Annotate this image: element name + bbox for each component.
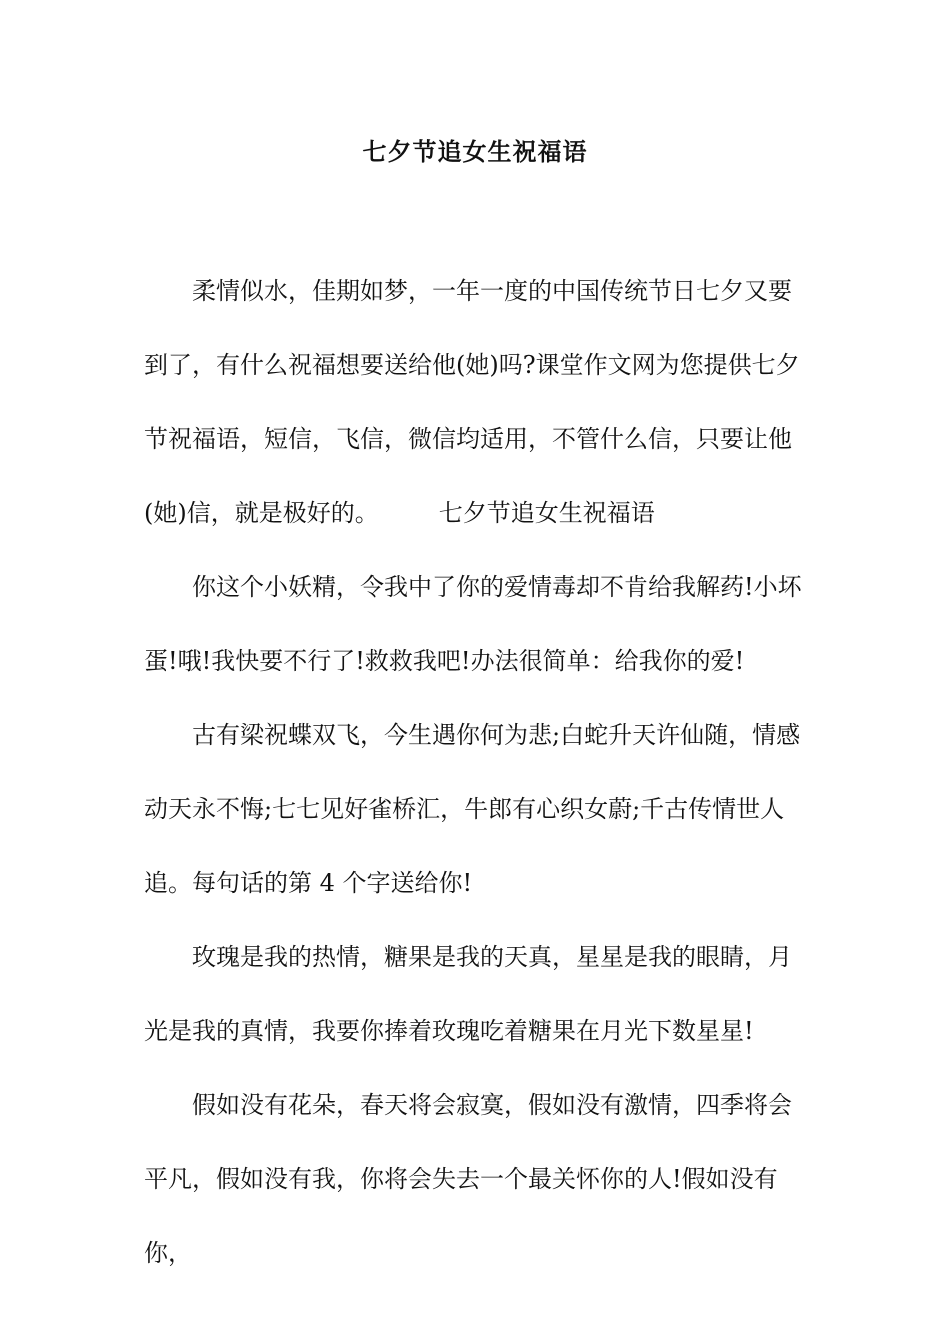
intro-paragraph <box>144 254 814 550</box>
paragraph-2: 古有梁祝蝶双飞，今生遇你何为悲;白蛇升天许仙随，情感动天永不悔;七七见好雀桥汇，牛郎有心织女蔚;千古传情世人追。每句话的第 4 个字送给你! <box>144 721 801 897</box>
paragraph-3: 玫瑰是我的热情，糖果是我的天真，星星是我的眼睛，月光是我的真情，我要你捧着玫瑰吃着糖果在月光下数星星! <box>144 943 792 1045</box>
intro-heading: 七夕节追女生祝福语 <box>438 499 655 527</box>
paragraph-4: 假如没有花朵，春天将会寂寞，假如没有激情，四季将会平凡，假如没有我，你将会失去一个最关怀你的人!假如没有你， <box>144 1091 792 1267</box>
intro-text: 柔情似水，佳期如梦，一年一度的中国传统节日七夕又要到了，有什么祝福想要送给他(她)吗?课堂作文网为您提供七夕节祝福语，短信，飞信，微信均适用，不管什么信，只要让他(她)信，就是极好的。 <box>144 277 800 527</box>
document-title: 七夕节追女生祝福语 <box>362 137 588 166</box>
paragraph-1: 你这个小妖精，令我中了你的爱情毒却不肯给我解药!小坏蛋!哦!我快要不行了!救救我吧!办法很简单：给我你的爱! <box>144 573 802 675</box>
document-body <box>144 254 814 1290</box>
